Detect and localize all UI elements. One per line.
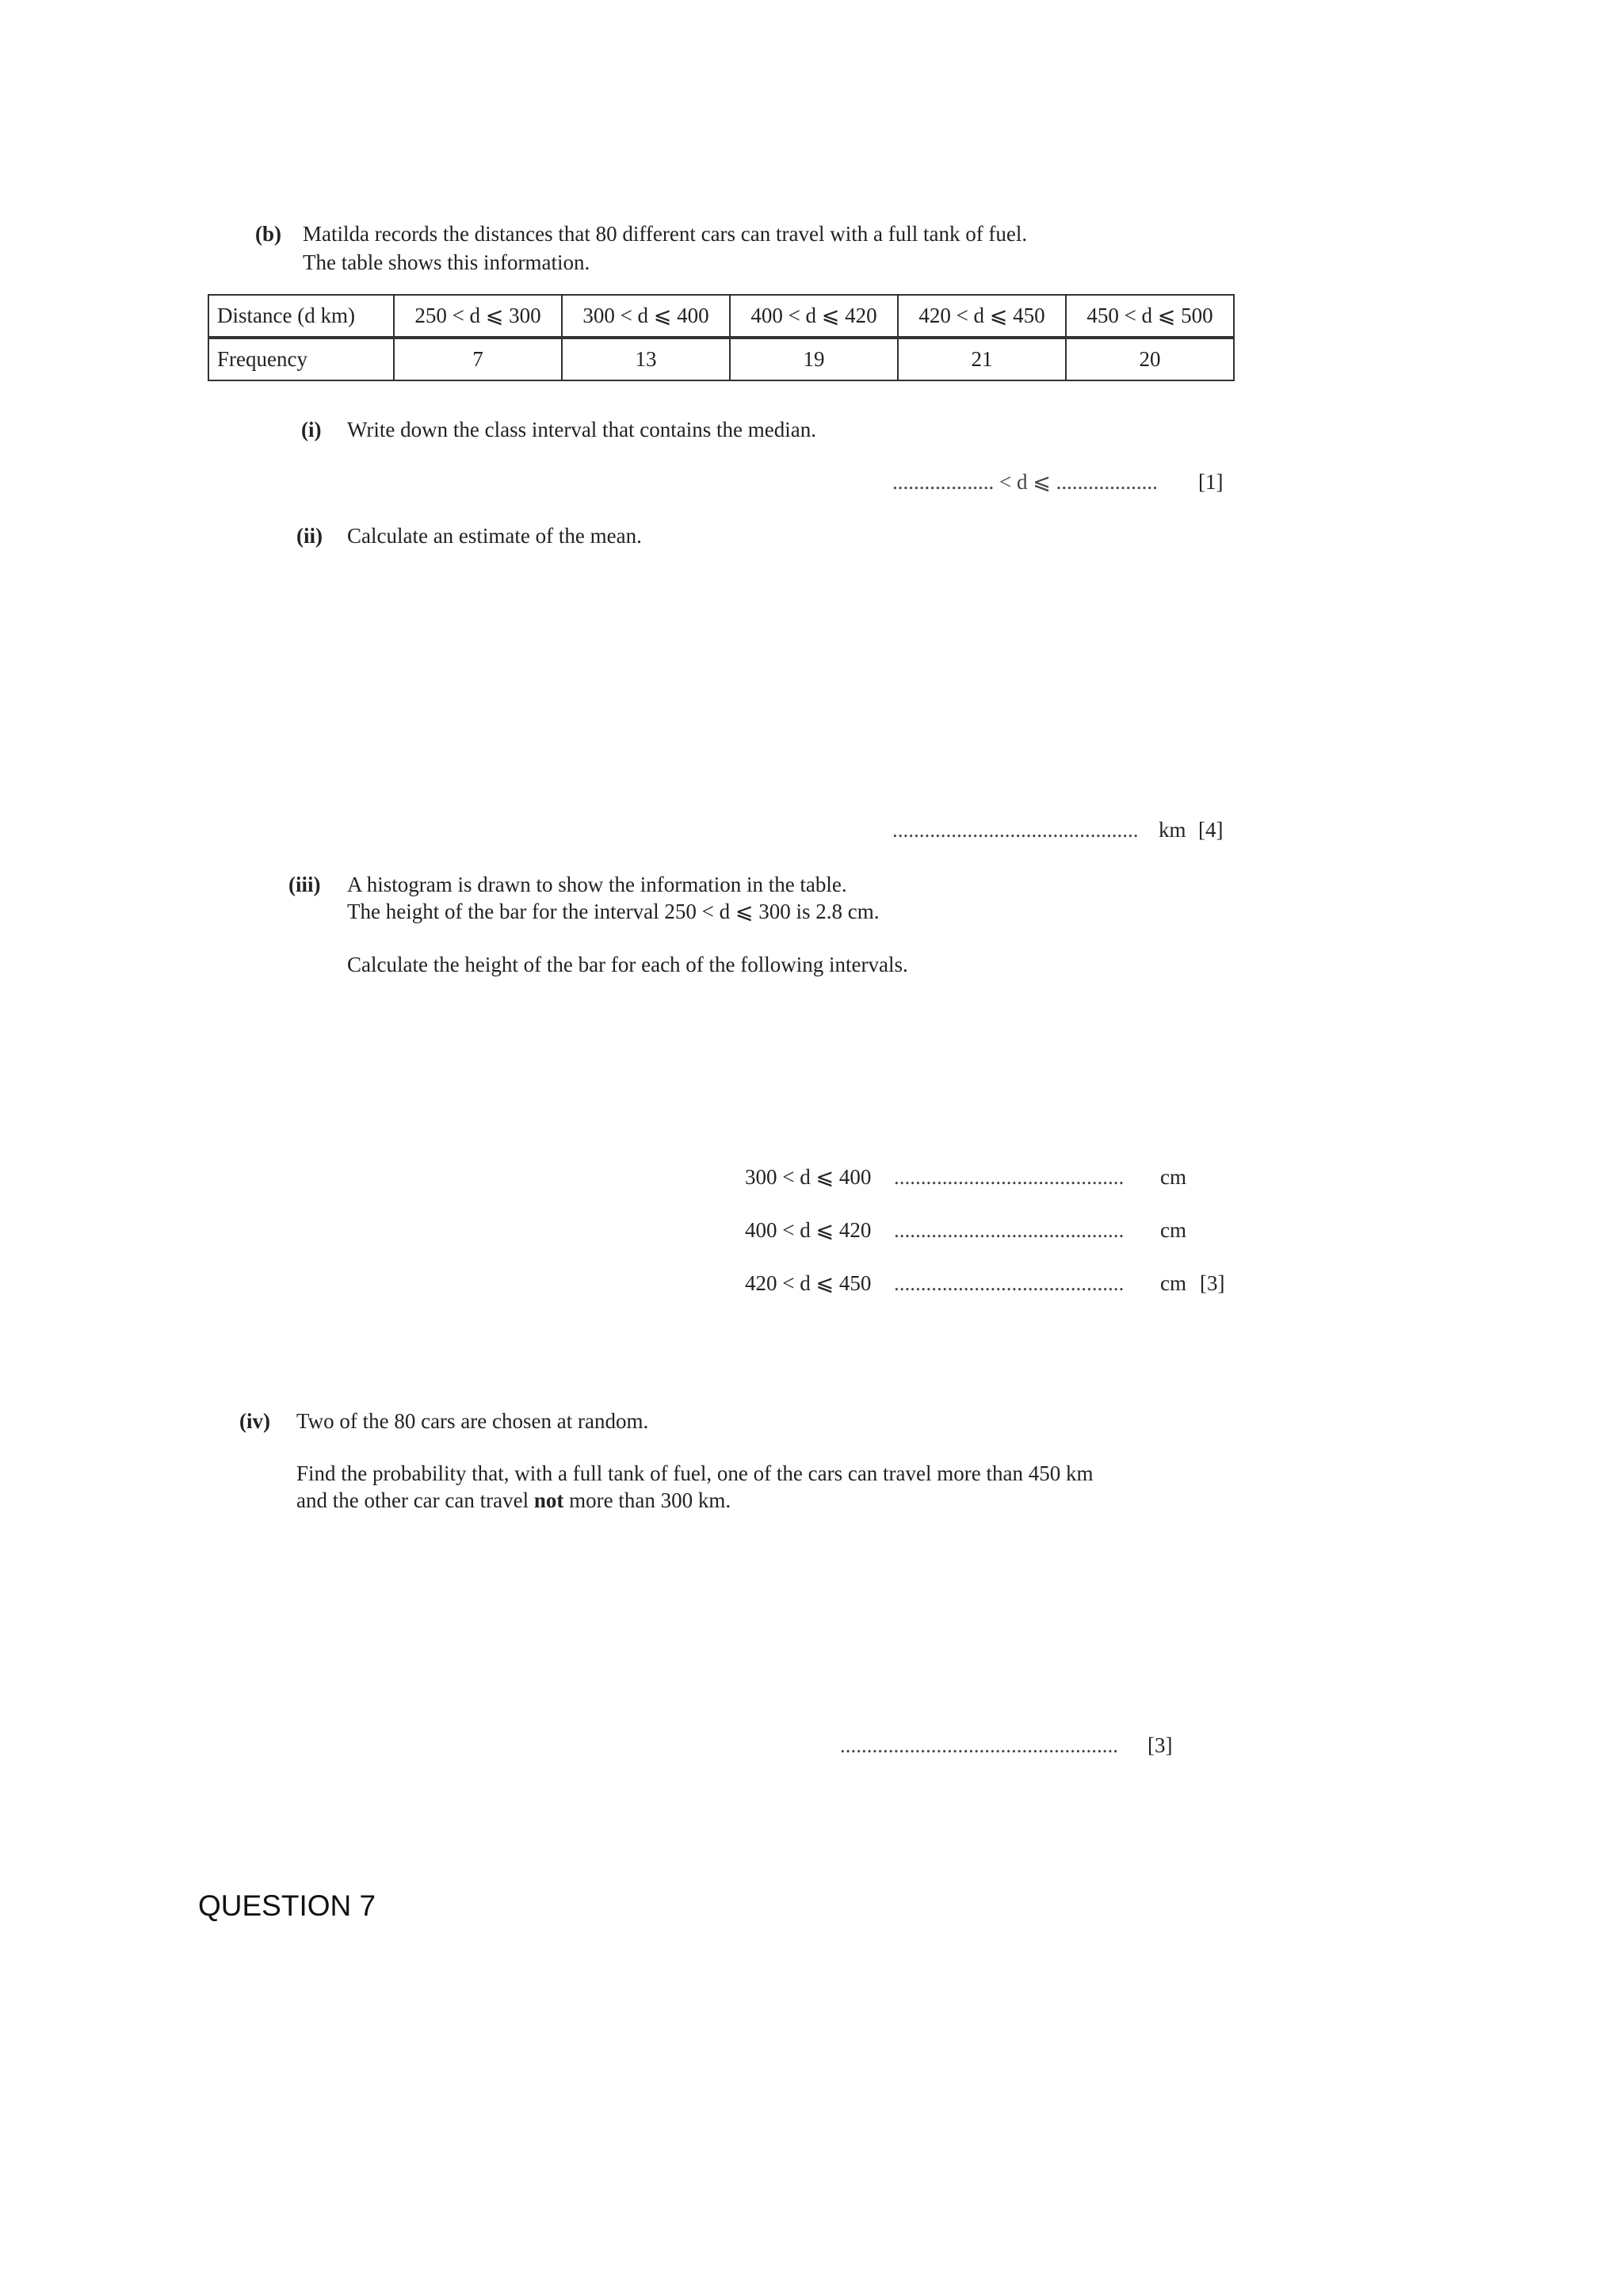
question-ii-answer-line[interactable]: .............................................. xyxy=(892,818,1139,842)
question-i-label: (i) xyxy=(301,418,322,441)
question-iii-line-2: The height of the bar for the interval 250 < d ⩽ 300 is 2.8 cm. xyxy=(347,900,880,923)
question-ii-marks: [4] xyxy=(1198,818,1224,842)
question-iii-line-1: A histogram is drawn to show the information in the table. xyxy=(347,873,847,896)
answer-line-300-400[interactable]: ........................................... xyxy=(894,1165,1125,1189)
question-iii-label: (iii) xyxy=(288,873,321,896)
question-iv-marks: [3] xyxy=(1148,1733,1173,1757)
interval-label-420-450: 420 < d ⩽ 450 xyxy=(745,1271,872,1295)
question-iv-emphasis: not xyxy=(533,1488,564,1512)
interval-cell-2: 300 < d ⩽ 400 xyxy=(562,295,730,338)
interval-cell-5: 450 < d ⩽ 500 xyxy=(1066,295,1234,338)
question-iii-marks: [3] xyxy=(1200,1271,1225,1295)
question-ii-label: (ii) xyxy=(296,524,323,548)
unit-420-450: cm xyxy=(1160,1271,1186,1295)
question-iii-line-3: Calculate the height of the bar for each of the following intervals. xyxy=(347,953,908,976)
question-i-marks: [1] xyxy=(1198,470,1224,494)
unit-400-420: cm xyxy=(1160,1218,1186,1242)
question-i-answer-line[interactable]: ................... < d ⩽ ................... xyxy=(892,470,1158,494)
question-ii-text: Calculate an estimate of the mean. xyxy=(347,524,642,548)
question-iv-line-3 xyxy=(296,1487,731,1514)
unit-300-400: cm xyxy=(1160,1165,1186,1189)
question-ii-unit: km xyxy=(1159,818,1186,842)
answer-line-420-450[interactable]: ........................................... xyxy=(894,1271,1125,1295)
question-iv-line-2: Find the probability that, with a full tank of fuel, one of the cars can travel more than 450 km xyxy=(296,1461,1094,1485)
frequency-cell-2: 13 xyxy=(562,338,730,380)
frequency-table xyxy=(208,294,1235,381)
question-iv-line-3-start: and the other car can travel xyxy=(296,1488,534,1512)
table-row-frequency xyxy=(208,338,1234,380)
question-iv-answer-line[interactable]: .................................................... xyxy=(840,1733,1118,1757)
part-b-line-2: The table shows this information. xyxy=(303,250,590,274)
question-number-label: QUESTION 7 xyxy=(198,1889,376,1922)
question-i-text: Write down the class interval that contains the median. xyxy=(347,418,816,441)
frequency-cell-4: 21 xyxy=(898,338,1066,380)
table-row-distance xyxy=(208,295,1234,338)
part-b-line-1: Matilda records the distances that 80 different cars can travel with a full tank of fuel. xyxy=(303,222,1028,246)
interval-label-300-400: 300 < d ⩽ 400 xyxy=(745,1165,872,1189)
question-iv-line-1: Two of the 80 cars are chosen at random. xyxy=(296,1409,649,1433)
interval-cell-4: 420 < d ⩽ 450 xyxy=(898,295,1066,338)
frequency-cell-1: 7 xyxy=(394,338,562,380)
interval-cell-1: 250 < d ⩽ 300 xyxy=(394,295,562,338)
frequency-cell-3: 19 xyxy=(730,338,898,380)
row-header-frequency: Frequency xyxy=(208,338,394,380)
answer-line-400-420[interactable]: ........................................... xyxy=(894,1218,1125,1242)
part-b-label: (b) xyxy=(255,222,281,246)
question-iv-line-3-end: more than 300 km. xyxy=(563,1488,731,1512)
row-header-distance: Distance (d km) xyxy=(208,295,394,338)
interval-label-400-420: 400 < d ⩽ 420 xyxy=(745,1218,872,1242)
interval-cell-3: 400 < d ⩽ 420 xyxy=(730,295,898,338)
frequency-cell-5: 20 xyxy=(1066,338,1234,380)
question-iv-label: (iv) xyxy=(239,1409,270,1433)
